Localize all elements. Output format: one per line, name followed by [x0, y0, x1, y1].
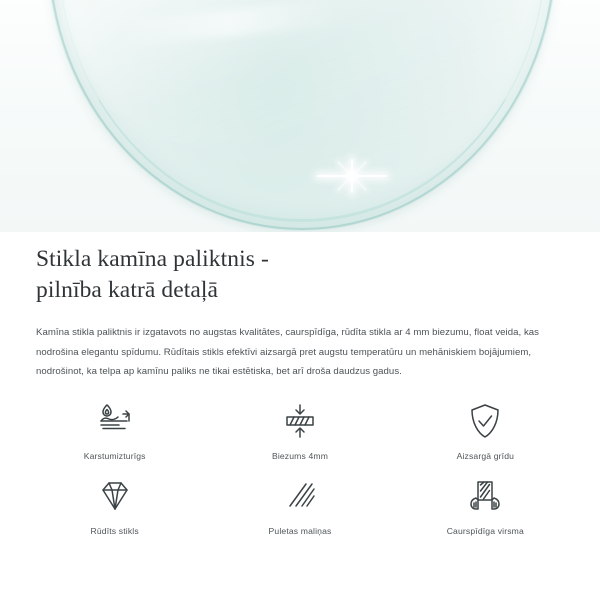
feature-item-polished-edges [207, 475, 392, 536]
shield-check-icon [462, 400, 508, 442]
feature-label: Caurspīdīga virsma [446, 526, 524, 536]
polished-edge-icon [277, 475, 323, 517]
thickness-arrows-icon [277, 400, 323, 442]
feature-label: Rūdīts stikls [90, 526, 139, 536]
feature-item-transparent-surface [393, 475, 578, 536]
page-title-line-2: pilnība katrā detaļā [36, 277, 219, 304]
feature-label: Karstumizturīgs [83, 451, 146, 461]
description-paragraph: Kamīna stikla paliktnis ir izgatavots no augstas kvalitātes, caurspīdīga, rūdīta stikla ar 4 mm biezumu, float veida, kas nodrošina elegantu spīdumu. Rūdītais stikls efektīvi aizsargā pret augstu temperatūru un mehāniskiem bojājumiem, nodrošinot, ka telpa ap kamīnu paliks ne tikai estētiska, bet arī droša daudzus gadus. [36, 327, 540, 378]
heat-resistant-icon [92, 400, 138, 442]
feature-grid [0, 400, 600, 536]
page-title-line-1: Stikla kamīna paliktnis - [36, 246, 269, 272]
page-title [36, 232, 564, 306]
content-block [0, 232, 600, 382]
feature-label: Puletas maliņas [268, 526, 332, 536]
transparent-surface-icon [462, 475, 508, 517]
diamond-icon [92, 475, 138, 517]
feature-item-protects-floor [393, 400, 578, 461]
feature-item-thickness [207, 400, 392, 461]
feature-label: Biezums 4mm [271, 451, 329, 461]
feature-item-heat-resistant [22, 400, 207, 461]
feature-item-tempered-glass [22, 475, 207, 536]
feature-label: Aizsargā grīdu [456, 451, 515, 461]
hero-image [0, 0, 600, 232]
